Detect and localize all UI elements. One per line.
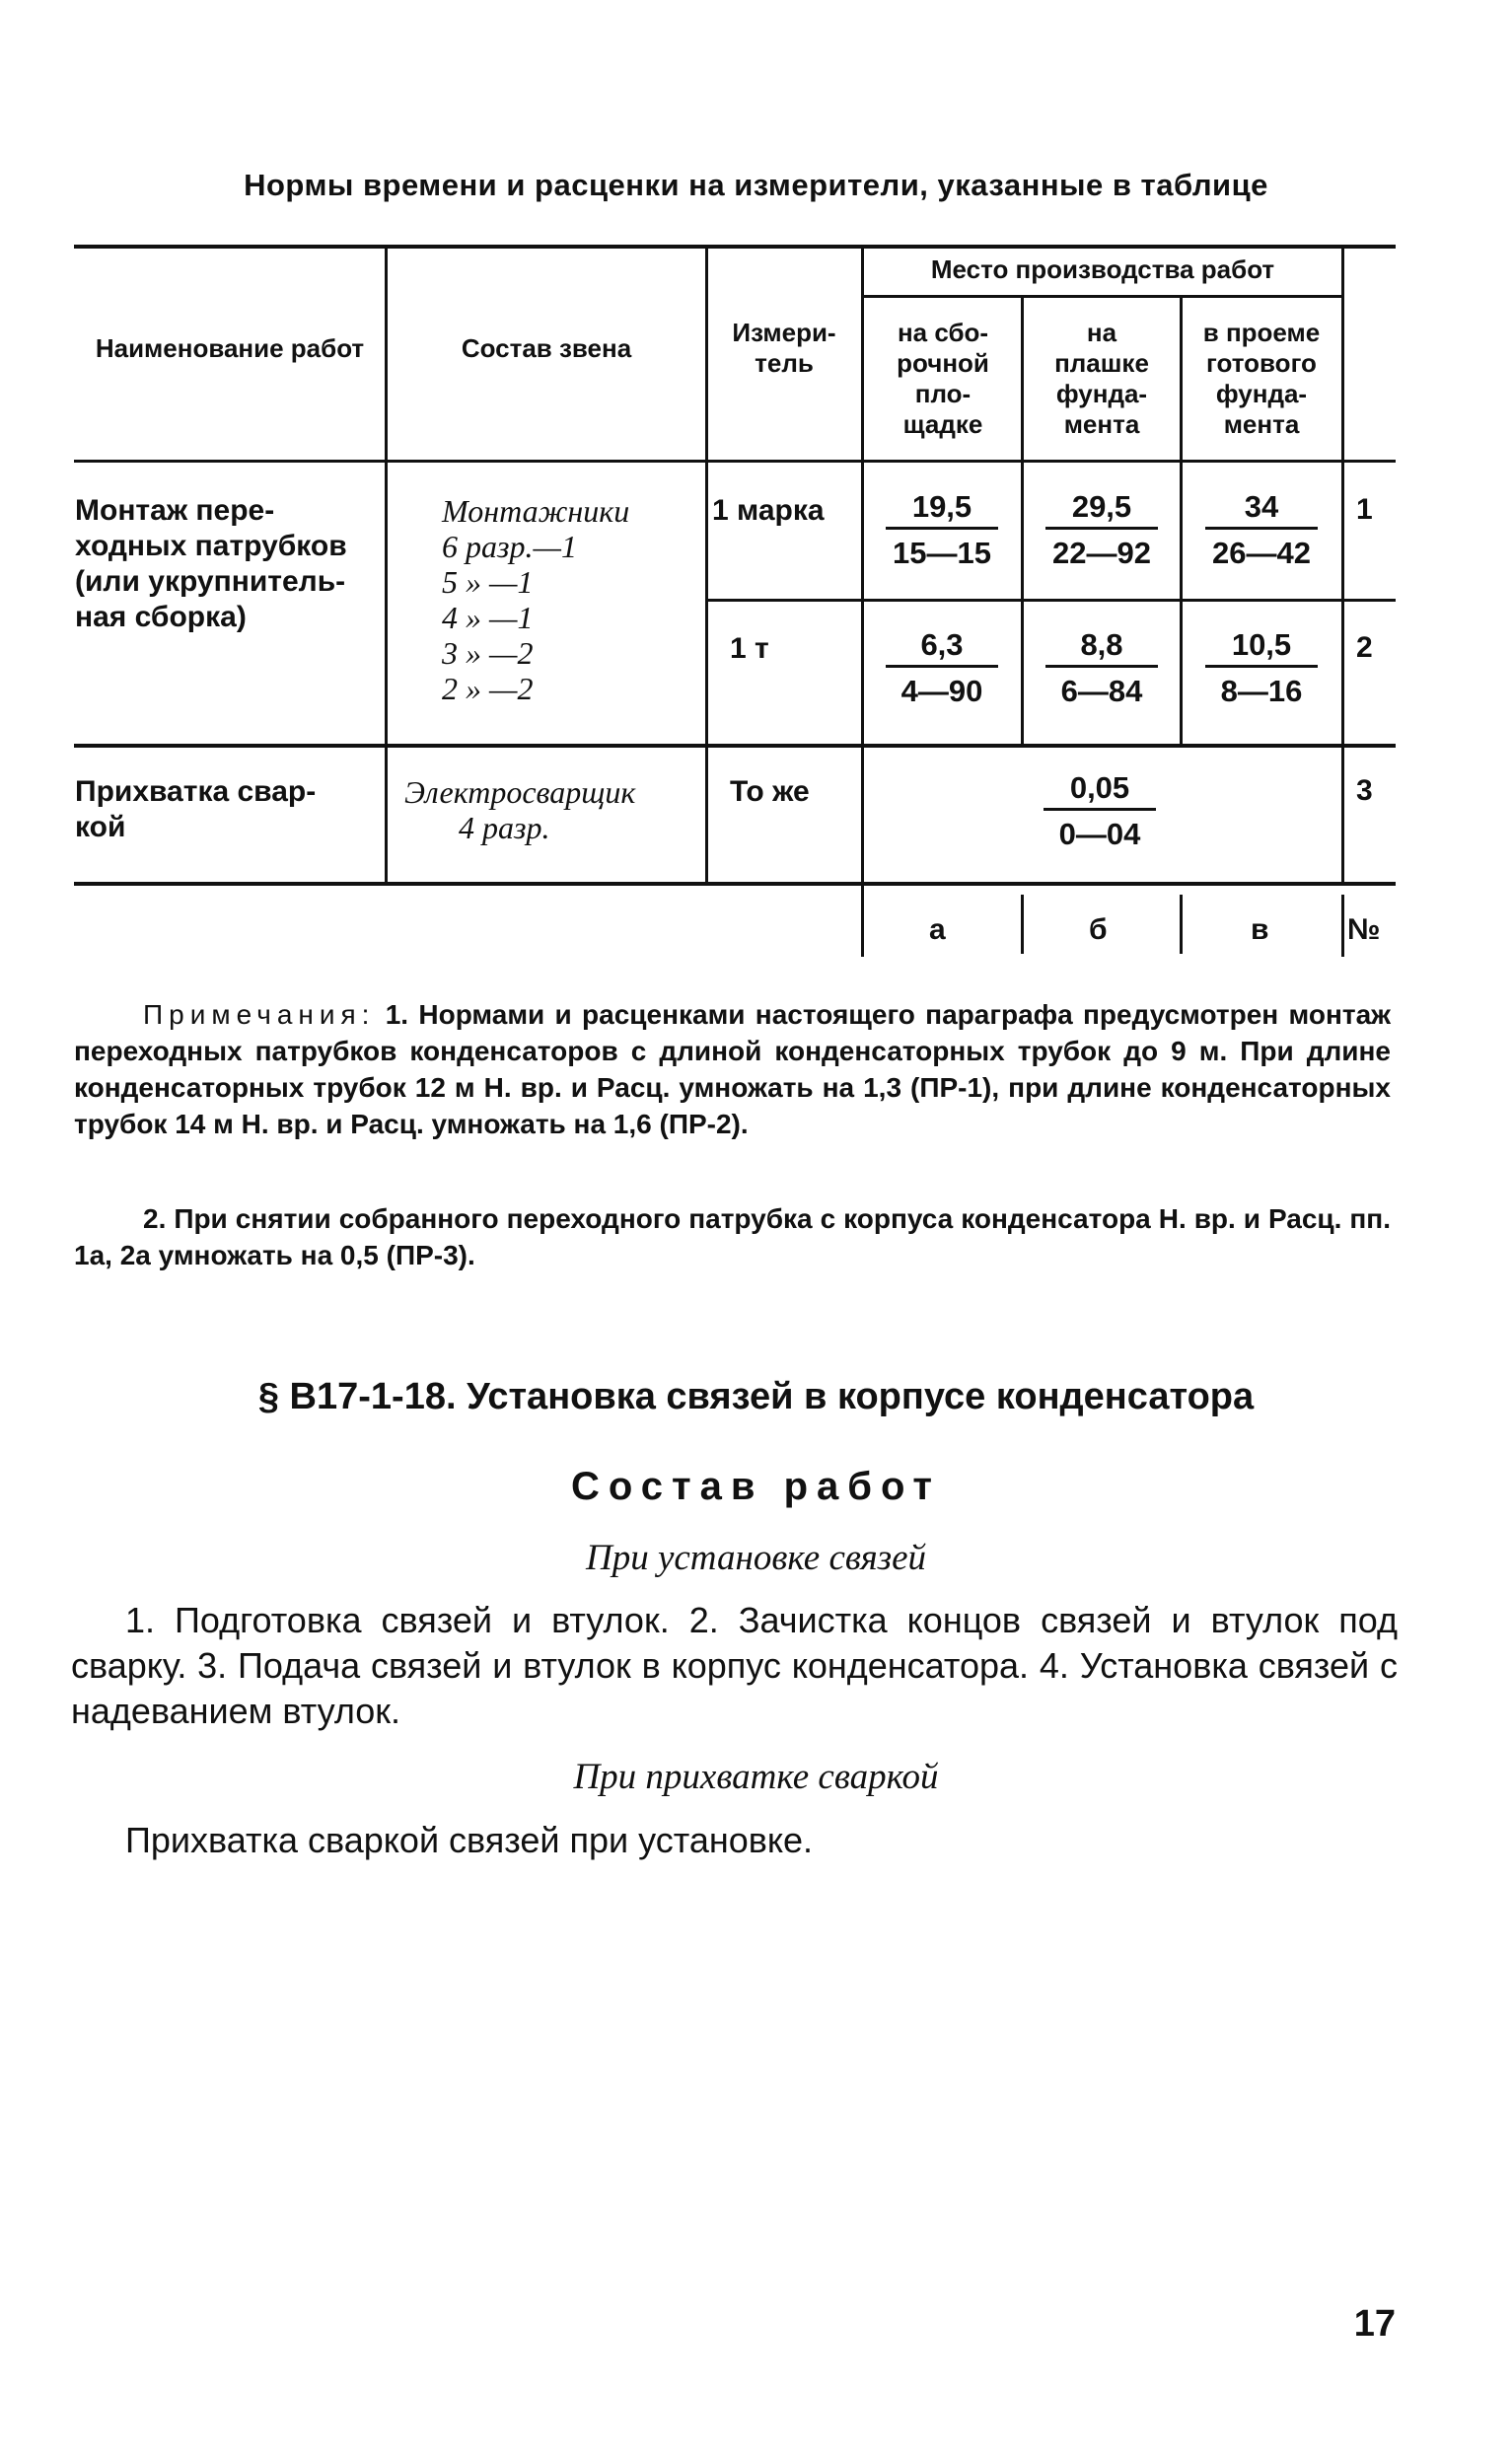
header-place-group: Место производства работ bbox=[930, 254, 1275, 284]
part1-text: 1. Подготовка связей и втулок. 2. Зачистка концов связей и втулок под сварку. 3. Подача связей и втулок в корпус конденсатора. 4. Установка связей с надеванием втулок. bbox=[71, 1600, 1398, 1731]
row1-crew-line: 4 » —1 bbox=[442, 600, 534, 635]
value-1a: 19,5 15—15 bbox=[878, 489, 1006, 571]
row1-name: Монтаж пере- ходных патрубков (или укрупнитель- ная сборка) bbox=[75, 494, 347, 633]
note-2: 2. При снятии собранного переходного патрубка с корпуса конденсатора Н. вр. и Расц. пп. 1а, 2а умножать на 0,5 (ПР-3). bbox=[74, 1203, 1391, 1270]
row1-crew-line: 3 » —2 bbox=[442, 635, 534, 671]
row-number: 2 bbox=[1356, 631, 1373, 664]
value-2a: 6,3 4—90 bbox=[878, 627, 1006, 709]
section-subtitle: Состав работ bbox=[571, 1465, 941, 1508]
value-1b: 29,5 22—92 bbox=[1038, 489, 1166, 571]
row1-unit: 1 марка bbox=[712, 494, 825, 527]
row-number: 1 bbox=[1356, 493, 1373, 526]
header-place-b: на плашке фунда- мента bbox=[1054, 318, 1149, 439]
section-title: § В17-1-18. Установка связей в корпусе конденсатора bbox=[257, 1376, 1255, 1417]
part2-text: Прихватка сваркой связей при установке. bbox=[125, 1820, 814, 1860]
row1-crew-line: 5 » —1 bbox=[442, 564, 534, 600]
value-3-merged: 0,05 0—04 bbox=[1036, 770, 1164, 852]
header-unit: Измери- тель bbox=[732, 318, 836, 378]
row2-unit: 1 т bbox=[730, 632, 769, 665]
header-crew: Состав звена bbox=[461, 333, 632, 363]
header-place-c: в проеме готового фунда- мента bbox=[1202, 318, 1321, 439]
row3-name: Прихватка свар- кой bbox=[75, 775, 317, 843]
row3-unit: То же bbox=[730, 775, 810, 808]
row1-crew-line: 6 разр.—1 bbox=[442, 529, 577, 564]
part2-heading: При прихватке сваркой bbox=[573, 1757, 939, 1797]
column-number-sign: № bbox=[1347, 913, 1381, 946]
header-place-a: на сбо- рочной пло- щадке bbox=[897, 318, 989, 439]
note-1: Примечания: 1. Нормами и расценками настоящего параграфа предусмотрен монтаж переходных патрубков конденсаторов с длиной конденсаторных трубок до 9 м. При длине конденсаторных трубок 12 м Н. вр. и Расц. умножать на 1,3 (ПР-1), при длине конденсаторных трубок 14 м Н. вр. и Расц. умножать на 1,6 (ПР-2). bbox=[74, 999, 1391, 1139]
value-2c: 10,5 8—16 bbox=[1197, 627, 1326, 709]
row3-crew-line: 4 разр. bbox=[459, 810, 550, 845]
row3-crew-title: Электросварщик bbox=[404, 774, 636, 810]
value-2b: 8,8 6—84 bbox=[1038, 627, 1166, 709]
row1-crew-line: 2 » —2 bbox=[442, 671, 534, 706]
column-letter-a: а bbox=[929, 913, 946, 946]
value-1c: 34 26—42 bbox=[1197, 489, 1326, 571]
notes-label: Примечания: bbox=[143, 999, 376, 1030]
page-number: 17 bbox=[1353, 2303, 1396, 2345]
row1-crew-title: Монтажники bbox=[442, 493, 630, 529]
header-name: Наименование работ bbox=[95, 333, 365, 363]
row-number: 3 bbox=[1356, 774, 1373, 807]
column-letter-c: в bbox=[1251, 913, 1269, 946]
column-letter-b: б bbox=[1089, 913, 1108, 946]
table-caption: Нормы времени и расценки на измерители, указанные в таблице bbox=[244, 168, 1268, 202]
part1-heading: При установке связей bbox=[585, 1538, 926, 1578]
